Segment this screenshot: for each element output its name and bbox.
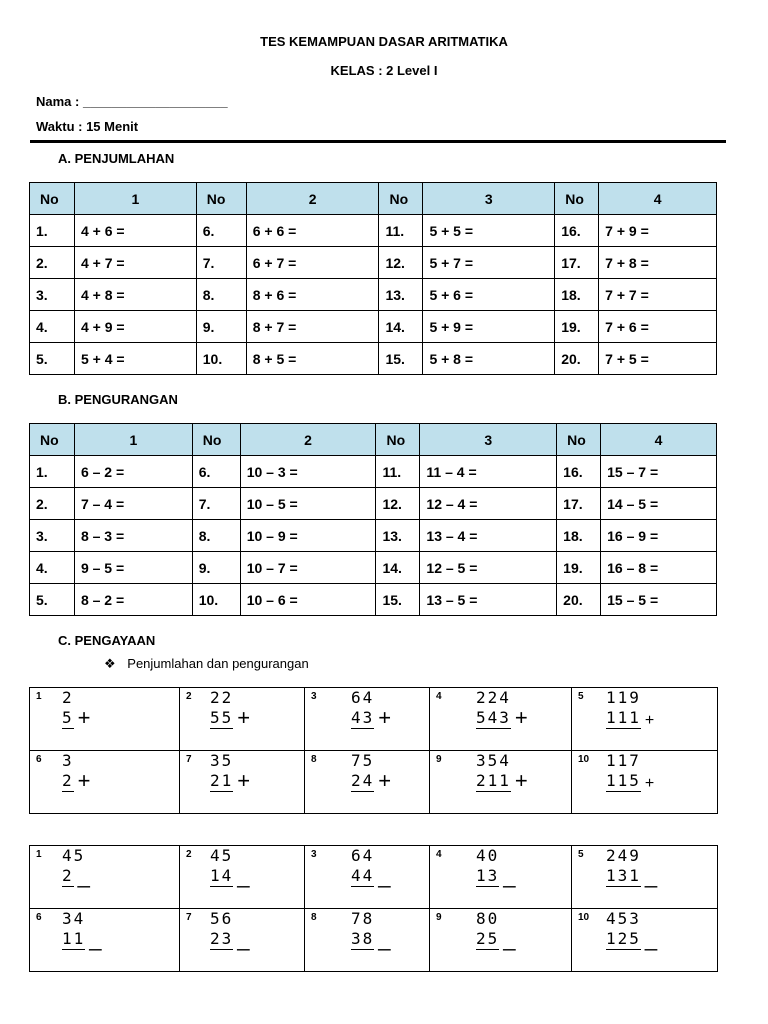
item-number: 15. [376,584,420,616]
item-number: 12. [379,247,423,279]
column-header-group: 4 [601,424,717,456]
problem-number: 3 [311,691,317,702]
problem-cell[interactable]: 6 – 2 = [74,456,192,488]
problem-cell[interactable]: 4 + 7 = [74,247,196,279]
item-number: 5. [30,584,75,616]
item-number: 11. [376,456,420,488]
minus-sign: _ [503,863,516,888]
item-number: 20. [557,584,601,616]
problem-number: 7 [186,912,192,923]
problem-number: 4 [436,849,442,860]
bottom-operand: 115 [606,771,641,790]
problem-cell[interactable]: 6 + 6 = [246,215,379,247]
column-problem [476,909,516,950]
item-number: 17. [557,488,601,520]
bottom-operand: 543 [476,708,511,727]
problem-cell[interactable]: 5 + 8 = [423,343,555,375]
column-header-no: No [30,183,75,215]
bottom-operand: 2 [62,771,74,790]
plus-sign: + [378,768,392,793]
item-number: 6. [192,456,240,488]
bottom-operand: 2 [62,866,74,885]
column-problem [351,688,391,729]
bottom-operand: 24 [351,771,375,790]
table-row [30,279,717,311]
plus-sign: + [514,768,528,793]
bottom-operand: 5 [62,708,74,727]
column-header-group: 4 [599,183,717,215]
subtraction-table [29,423,717,616]
problem-row [30,688,718,751]
item-number: 3. [30,520,75,552]
item-number: 2. [30,247,75,279]
problem-cell[interactable]: 13 – 5 = [420,584,557,616]
item-number: 1. [30,456,75,488]
item-number: 10. [196,343,246,375]
column-header-no: No [196,183,246,215]
minus-sign: _ [644,863,658,888]
column-problem [606,846,657,887]
column-problem [210,751,250,792]
problem-number: 2 [186,849,192,860]
column-problem [351,846,391,887]
problem-box[interactable] [30,751,180,814]
bottom-operand: 111 [606,708,641,727]
problem-box[interactable] [572,846,718,909]
column-problem [476,846,516,887]
item-number: 2. [30,488,75,520]
column-problem [476,751,528,792]
item-number: 8. [192,520,240,552]
name-field: Nama : ____________________ [36,94,228,109]
column-header-no: No [555,183,599,215]
problem-box[interactable] [430,688,572,751]
problem-cell[interactable]: 16 – 8 = [601,552,717,584]
column-problem [210,909,250,950]
top-operand: 64 [351,688,375,707]
problem-cell[interactable]: 15 – 7 = [601,456,717,488]
problem-box[interactable] [305,909,430,972]
column-problem [210,688,250,729]
problem-cell[interactable]: 5 + 9 = [423,311,555,343]
column-header-no: No [192,424,240,456]
item-number: 3. [30,279,75,311]
item-number: 4. [30,311,75,343]
item-number: 7. [196,247,246,279]
problem-box[interactable] [305,688,430,751]
table-row [30,456,717,488]
item-number: 8. [196,279,246,311]
problem-cell[interactable]: 10 – 7 = [240,552,376,584]
problem-cell[interactable]: 8 + 7 = [246,311,379,343]
problem-number: 8 [311,754,317,765]
plus-sign: + [237,705,251,730]
top-operand: 64 [351,846,375,865]
problem-number: 6 [36,754,42,765]
bottom-operand: 11 [62,929,86,948]
bottom-operand: 131 [606,866,641,885]
plus-sign: + [237,768,251,793]
problem-number: 5 [578,691,584,702]
column-problem [476,688,528,729]
problem-box[interactable] [180,846,305,909]
bottom-operand: 13 [476,866,500,885]
problem-cell[interactable]: 5 + 4 = [74,343,196,375]
problem-box[interactable] [572,909,718,972]
item-number: 9. [192,552,240,584]
table-row [30,247,717,279]
table-row [30,520,717,552]
problem-cell[interactable]: 14 – 5 = [601,488,717,520]
problem-box[interactable] [180,751,305,814]
column-problem [62,846,90,887]
column-header-group: 2 [240,424,376,456]
minus-sign: _ [378,926,391,951]
subtraction-problems-grid [29,845,718,972]
table-header-row [30,183,717,215]
column-header-group: 3 [423,183,555,215]
bottom-operand: 211 [476,771,511,790]
column-header-no: No [376,424,420,456]
problem-cell[interactable]: 10 – 9 = [240,520,376,552]
plus-sign: + [514,705,528,730]
problem-number: 10 [578,754,590,765]
column-problem [606,688,654,731]
problem-box[interactable] [430,846,572,909]
problem-cell[interactable]: 4 + 9 = [74,311,196,343]
top-operand: 117 [606,751,641,770]
table-row [30,584,717,616]
plus-sign: + [378,705,392,730]
bottom-operand: 25 [476,929,500,948]
problem-box[interactable] [305,751,430,814]
table-row [30,311,717,343]
plus-sign: + [77,768,91,793]
table-row [30,488,717,520]
problem-cell[interactable]: 7 – 4 = [74,488,192,520]
item-number: 13. [379,279,423,311]
problem-cell[interactable]: 11 – 4 = [420,456,557,488]
problem-number: 7 [186,754,192,765]
problem-number: 6 [36,912,42,923]
problem-cell[interactable]: 8 + 6 = [246,279,379,311]
problem-cell[interactable]: 5 + 6 = [423,279,555,311]
item-number: 18. [555,279,599,311]
problem-box[interactable] [430,751,572,814]
item-number: 13. [376,520,420,552]
column-header-group: 3 [420,424,557,456]
problem-cell[interactable]: 12 – 5 = [420,552,557,584]
item-number: 5. [30,343,75,375]
top-operand: 3 [62,751,74,770]
problem-cell[interactable]: 10 – 6 = [240,584,376,616]
bottom-operand: 55 [210,708,234,727]
problem-cell[interactable]: 10 – 3 = [240,456,376,488]
minus-sign: _ [503,926,516,951]
problem-cell[interactable]: 5 + 7 = [423,247,555,279]
problem-cell[interactable]: 8 – 3 = [74,520,192,552]
problem-cell[interactable]: 7 + 9 = [599,215,717,247]
class-level: KELAS : 2 Level I [330,63,438,78]
problem-number: 5 [578,849,584,860]
top-operand: 45 [62,846,86,865]
problem-box[interactable] [180,909,305,972]
top-operand: 249 [606,846,641,865]
section-c-heading: C. PENGAYAAN [58,633,156,648]
enrichment-subheading: Penjumlahan dan pengurangan [127,656,309,671]
minus-sign: _ [237,926,250,951]
problem-number: 1 [36,849,42,860]
top-operand: 35 [210,751,234,770]
bottom-operand: 23 [210,929,234,948]
table-row [30,343,717,375]
problem-cell[interactable]: 7 + 7 = [599,279,717,311]
item-number: 16. [555,215,599,247]
top-operand: 119 [606,688,641,707]
problem-cell[interactable]: 7 + 6 = [599,311,717,343]
column-problem [606,909,657,950]
top-operand: 56 [210,909,234,928]
top-operand: 45 [210,846,234,865]
problem-cell[interactable]: 6 + 7 = [246,247,379,279]
addition-table [29,182,717,375]
problem-number: 8 [311,912,317,923]
top-operand: 224 [476,688,511,707]
minus-sign: _ [378,863,391,888]
problem-cell[interactable]: 13 – 4 = [420,520,557,552]
problem-row [30,846,718,909]
top-operand: 78 [351,909,375,928]
problem-cell[interactable]: 9 – 5 = [74,552,192,584]
problem-cell[interactable]: 8 – 2 = [74,584,192,616]
addition-problems-grid [29,687,718,814]
problem-box[interactable] [30,688,180,751]
bottom-operand: 125 [606,929,641,948]
problem-box[interactable] [305,846,430,909]
problem-cell[interactable]: 10 – 5 = [240,488,376,520]
problem-cell[interactable]: 4 + 8 = [74,279,196,311]
time-limit: Waktu : 15 Menit [36,119,139,134]
table-row [30,215,717,247]
top-operand: 40 [476,846,500,865]
top-operand: 22 [210,688,234,707]
item-number: 1. [30,215,75,247]
problem-box[interactable] [572,688,718,751]
problem-number: 1 [36,691,42,702]
bottom-operand: 44 [351,866,375,885]
column-problem [62,751,91,792]
column-header-group: 1 [74,424,192,456]
plus-sign: + [644,712,655,729]
column-header-no: No [30,424,75,456]
bottom-operand: 43 [351,708,375,727]
item-number: 11. [379,215,423,247]
header-divider [30,140,726,143]
problem-cell[interactable]: 16 – 9 = [601,520,717,552]
column-problem [606,751,654,794]
item-number: 20. [555,343,599,375]
top-operand: 453 [606,909,641,928]
problem-number: 9 [436,754,442,765]
problem-number: 2 [186,691,192,702]
problem-cell[interactable]: 15 – 5 = [601,584,717,616]
plus-sign: + [644,775,655,792]
problem-cell[interactable]: 7 + 5 = [599,343,717,375]
bottom-operand: 38 [351,929,375,948]
column-problem [210,846,250,887]
problem-box[interactable] [30,909,180,972]
problem-number: 3 [311,849,317,860]
problem-box[interactable] [180,688,305,751]
problem-row [30,909,718,972]
plus-sign: + [77,705,91,730]
bottom-operand: 21 [210,771,234,790]
item-number: 15. [379,343,423,375]
column-header-no: No [379,183,423,215]
column-problem [62,688,91,729]
problem-cell[interactable]: 4 + 6 = [74,215,196,247]
column-problem [351,751,391,792]
minus-sign: _ [237,863,250,888]
item-number: 18. [557,520,601,552]
section-b-heading: B. PENGURANGAN [58,392,178,407]
item-number: 17. [555,247,599,279]
column-problem [62,909,102,950]
section-a-heading: A. PENJUMLAHAN [58,151,175,166]
item-number: 6. [196,215,246,247]
top-operand: 34 [62,909,86,928]
table-header-row [30,424,717,456]
item-number: 14. [376,552,420,584]
problem-number: 4 [436,691,442,702]
problem-box[interactable] [572,751,718,814]
problem-cell[interactable]: 12 – 4 = [420,488,557,520]
problem-cell[interactable]: 7 + 8 = [599,247,717,279]
column-header-group: 2 [246,183,379,215]
minus-sign: _ [644,926,658,951]
column-problem [351,909,391,950]
item-number: 16. [557,456,601,488]
item-number: 10. [192,584,240,616]
problem-row [30,751,718,814]
worksheet-title: TES KEMAMPUAN DASAR ARITMATIKA [260,34,508,49]
problem-cell[interactable]: 5 + 5 = [423,215,555,247]
problem-number: 10 [578,912,590,923]
item-number: 4. [30,552,75,584]
item-number: 19. [555,311,599,343]
problem-cell[interactable]: 8 + 5 = [246,343,379,375]
column-header-no: No [557,424,601,456]
top-operand: 80 [476,909,500,928]
item-number: 14. [379,311,423,343]
diamond-bullet-icon: ❖ [104,656,116,671]
item-number: 12. [376,488,420,520]
item-number: 7. [192,488,240,520]
problem-number: 9 [436,912,442,923]
minus-sign: _ [77,863,90,888]
table-row [30,552,717,584]
bottom-operand: 14 [210,866,234,885]
problem-box[interactable] [30,846,180,909]
top-operand: 2 [62,688,74,707]
item-number: 19. [557,552,601,584]
top-operand: 354 [476,751,511,770]
top-operand: 75 [351,751,375,770]
minus-sign: _ [89,926,102,951]
column-header-group: 1 [74,183,196,215]
item-number: 9. [196,311,246,343]
problem-box[interactable] [430,909,572,972]
